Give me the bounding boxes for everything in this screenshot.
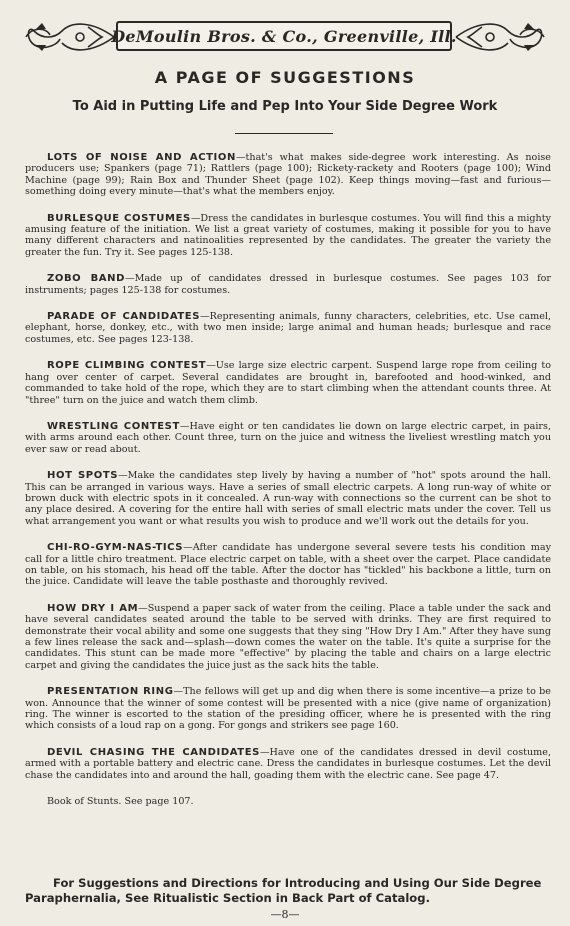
page-subtitle: To Aid in Putting Life and Pep Into Your Side Degree Work (72, 99, 498, 114)
divider-rule (235, 133, 333, 134)
suggestion-text: —Have eight or ten candidates lie down on large electric carpet, in pairs, with arms around each other. Count three, turn on the juice and witness the liveliest wrestling match you ever saw or read about. (25, 420, 551, 455)
page-title: A PAGE OF SUGGESTIONS (154, 68, 416, 87)
page-number: —8— (270, 908, 300, 921)
suggestion-heading: LOTS OF NOISE AND ACTION (47, 152, 236, 163)
suggestion-paragraph (25, 470, 551, 527)
suggestion-heading: ROPE CLIMBING CONTEST (47, 360, 207, 372)
suggestion-text: —After candidate has undergone several severe tests his condition may call for a little chiro treatment. Place electric carpet on table, with a sheet over the carpet. Place candidate on table, on his stomach, his head off the table. After the doctor has "tickled" his backbone a little, turn on the juice. Candidate will leave the table posthaste and thoroughly revived. (25, 542, 551, 588)
suggestion-paragraph (25, 360, 551, 406)
suggestion-text: —Representing animals, funny characters, celebrities, etc. Use camel, elephant, horse, donkey, etc., with two men inside; large animal and human heads; burlesque and race costumes, etc. See pages 123-138. (25, 311, 551, 345)
suggestion-text: —Made up of candidates dressed in burlesque costumes. See pages 103 for instruments; pages 125-138 for costumes. (25, 273, 551, 296)
suggestion-heading: PRESENTATION RING (47, 686, 174, 698)
suggestion-paragraph (25, 421, 551, 455)
suggestion-paragraph (25, 603, 551, 671)
footer-note: For Suggestions and Directions for Introducing and Using Our Side Degree Paraphernalia, See Ritualistic Section in Back Part of Catalog. (25, 876, 542, 905)
suggestion-heading: HOT SPOTS (47, 470, 119, 482)
suggestion-heading: WRESTLING CONTEST (47, 420, 180, 432)
header-banner (22, 17, 548, 57)
suggestions-list (25, 152, 551, 807)
suggestion-text: —Suspend a paper sack of water from the ceiling. Place a table under the sack and have several candidates seated around the table to be served with drinks. They are first required to demonstrate their vocal ability and some one suggests that they sing "How Dry I Am." After they have sung a few lines release the sack and—splash—down comes the water on the table. It's quite a surprise for the candidates. This stunt can be made more "effective" by placing the table and chairs on a large electric carpet and giving the candidates the juice just as the sack hits the table. (25, 602, 551, 671)
suggestion-heading: CHI-RO-GYM-NAS-TICS (47, 542, 184, 554)
suggestion-paragraph (25, 542, 551, 588)
suggestion-text: —Use large size electric carpent. Suspend large rope from ceiling to hang over center of carpet. Several candidates are brought in, barefooted and hood-winked, and commanded to take hold of the rope, which they are to start climbing when the attendant counts three. At "three" turn on the juice and watch them climb. (25, 360, 551, 406)
suggestion-text: —Dress the candidates in burlesque costumes. You will find this a mighty amusing feature of the initiation. We list a great variety of costumes, making it possible for you to have many different characters and natinoalities represented by the candidates. The greater the variety the greater the fun. Try it. See pages 125-138. (25, 212, 551, 258)
suggestion-paragraph (25, 152, 551, 198)
suggestion-text: —that's what makes side-degree work interesting. As noise producers use; Spankers (page 71); Rattlers (page 100); Rickety-rackety and Rooters (page 100); Wind Machine (page 99); Rain Box and Thunder Sheet (page 102). Keep things moving—fast and furious—something doing every minute—that's what the members enjoy. (25, 152, 551, 198)
suggestion-heading: DEVIL CHASING THE CANDIDATES (47, 746, 260, 758)
suggestion-text: —Have one of the candidates dressed in devil costume, armed with a portable battery and electric cane. Dress the candidates in burlesque costumes. Let the devil chase the candidates into and around the hall, goading them with the electric cane. See page 47. (25, 746, 551, 781)
suggestion-heading: PARADE OF CANDIDATES (47, 311, 201, 323)
suggestion-heading: ZOBO BAND (47, 273, 126, 285)
company-name: DeMoulin Bros. & Co., Greenville, Ill. (111, 26, 457, 46)
suggestion-paragraph (25, 213, 551, 259)
book-note: Book of Stunts. See page 107. (47, 796, 194, 808)
suggestion-heading: BURLESQUE COSTUMES (47, 212, 191, 224)
suggestion-paragraph (25, 273, 551, 296)
suggestion-paragraph (25, 686, 551, 732)
banner-box (111, 21, 457, 51)
suggestion-text: —Make the candidates step lively by having a number of "hot" spots around the hall. This can be arranged in various ways. Have a series of small electric carpets. A long run-way of white or brown duck with electric spots in it concealed. A run-way with connections so the current can be shot to any place desired. A covering for the entire hall with series of small electric mats under the cover. Tell us what arrangement you want or what results you wish to produce and we'll work out the details for you. (25, 470, 551, 527)
suggestion-paragraph (25, 311, 551, 345)
suggestion-paragraph (25, 747, 551, 781)
suggestion-heading: HOW DRY I AM (47, 602, 139, 614)
suggestion-text: —The fellows will get up and dig when there is some incentive—a prize to be won. Announce that the winner of some contest will be presented with a nice (give name of organization) ring. The winner is escorted to the station of the presiding officer, where he is presented with the ring which consists of a loud rap on a gong. For gongs and strikers see page 160. (25, 686, 551, 732)
